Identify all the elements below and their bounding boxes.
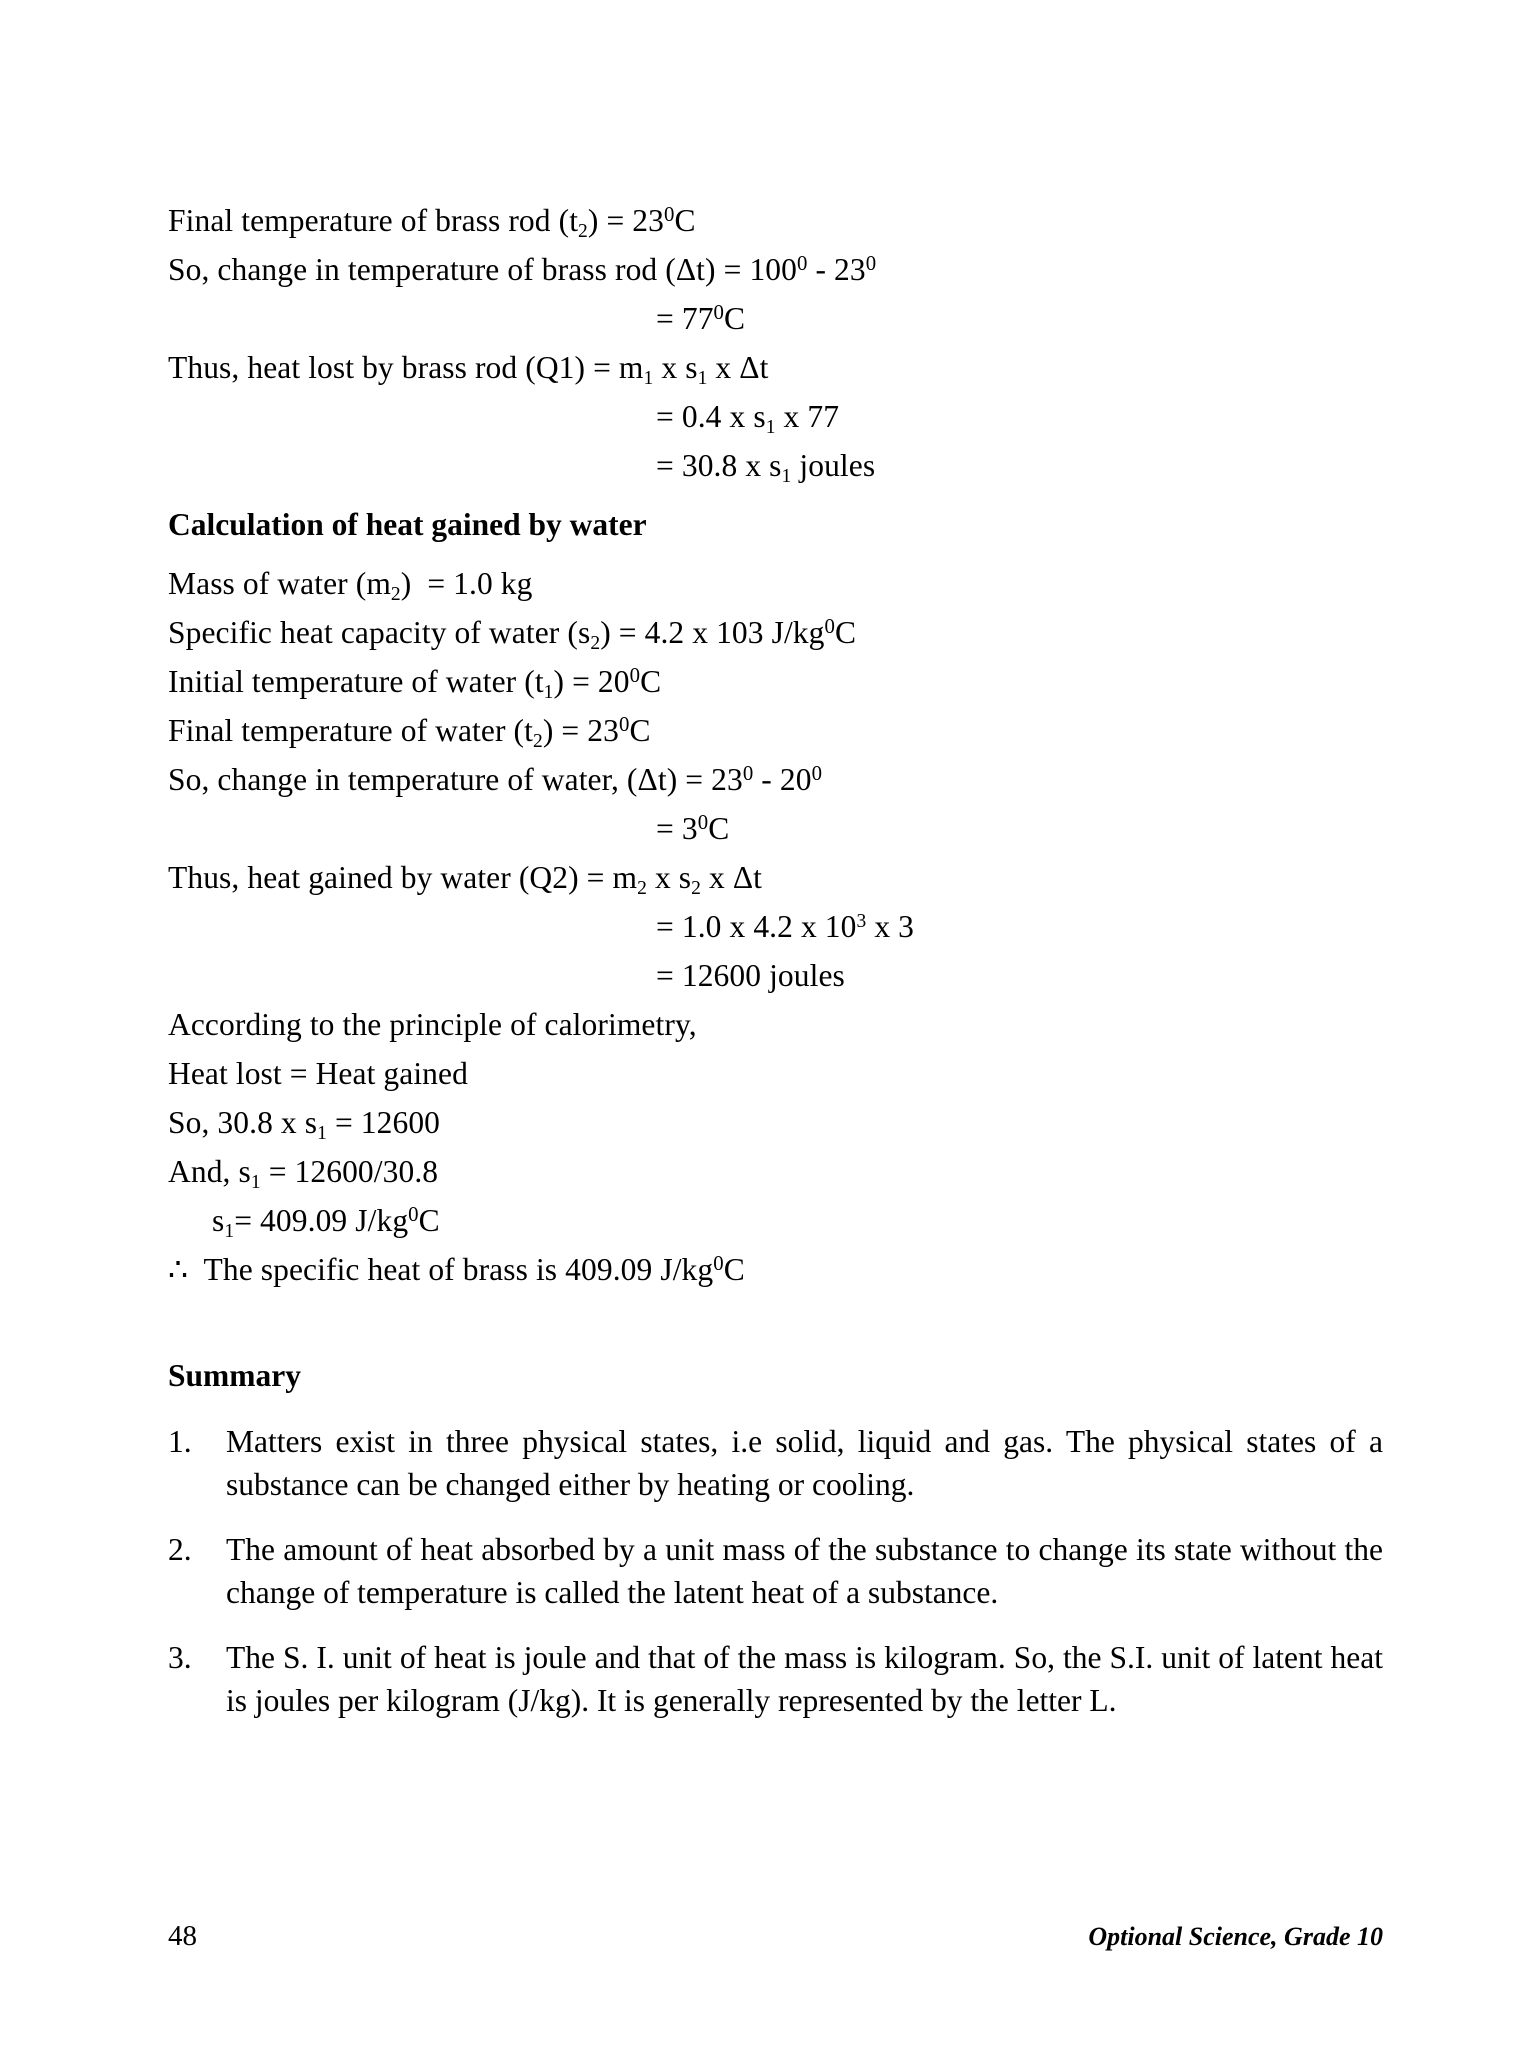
line-equation-solve-text2: = 12600	[326, 1105, 441, 1140]
line-delta-t-result-text2: C	[724, 301, 746, 336]
page-content	[168, 196, 1383, 1744]
degree-symbol: 0	[797, 252, 808, 276]
line-change-temp-water-text2: - 20	[753, 762, 812, 797]
line-heat-lost-equals-gained-text: Heat lost = Heat gained	[168, 1056, 468, 1091]
degree-symbol: 0	[629, 664, 641, 688]
line-principle-calorimetry	[168, 1000, 1383, 1049]
line-therefore-conclusion-text2: C	[723, 1252, 745, 1287]
line-heat-gained-substituted-text2: x 3	[866, 909, 915, 944]
degree-symbol: 0	[664, 203, 675, 227]
subscript-m2: 2	[637, 878, 647, 900]
line-initial-temp-water-text3: C	[640, 664, 662, 699]
line-final-temp-brass-text3: C	[674, 203, 696, 238]
subscript-m2: 2	[390, 584, 401, 606]
heading-calculation-heat-gained-water: Calculation of heat gained by water	[168, 507, 647, 542]
subscript-t1: 1	[543, 682, 554, 704]
line-initial-temp-water-text: Initial temperature of water (t	[168, 664, 544, 699]
summary-list	[168, 1420, 1383, 1722]
degree-symbol: 0	[865, 252, 877, 276]
line-mass-water-text2: ) = 1.0 kg	[400, 566, 533, 601]
degree-symbol: 0	[697, 811, 709, 835]
spacer	[168, 549, 1383, 559]
line-heat-gained-formula-text: Thus, heat gained by water (Q2) = m	[168, 860, 638, 895]
line-heat-lost-formula-text3: x Δt	[707, 350, 769, 385]
line-equation-divide-text: And, s	[168, 1154, 251, 1189]
line-specific-heat-water	[168, 608, 1383, 657]
line-final-temp-brass	[168, 196, 1383, 245]
subscript-s1: 1	[317, 1123, 327, 1145]
degree-symbol: 0	[811, 762, 823, 786]
line-change-temp-water-text: So, change in temperature of water, (Δt) = 23	[168, 762, 743, 797]
line-mass-water	[168, 559, 1383, 608]
list-item	[168, 1528, 1383, 1614]
list-item	[168, 1636, 1383, 1722]
line-s1-final-value-text3: C	[418, 1203, 440, 1238]
line-initial-temp-water	[168, 657, 1383, 706]
line-equation-solve-text: So, 30.8 x s	[168, 1105, 318, 1140]
footer-page-number: 48	[168, 1920, 197, 1952]
line-delta-t-result-text: = 77	[656, 301, 714, 336]
subscript-t2: 2	[533, 731, 543, 753]
summary-section	[168, 1354, 1383, 1722]
line-heat-lost-substituted-text2: x 77	[775, 399, 840, 434]
superscript-exponent-3: 3	[856, 910, 867, 932]
line-equation-solve	[168, 1098, 1383, 1147]
line-heat-gained-result	[168, 951, 1383, 1000]
footer-book-title: Optional Science, Grade 10	[1088, 1922, 1383, 1951]
list-item-text: The amount of heat absorbed by a unit mass of the substance to change its state without the change of temperature is called the latent heat of a substance.	[226, 1532, 1383, 1610]
line-heat-lost-substituted	[168, 392, 1383, 441]
list-item-number: 2.	[168, 1532, 192, 1567]
line-equation-divide-text2: = 12600/30.8	[260, 1154, 439, 1189]
line-principle-calorimetry-text: According to the principle of calorimetry,	[168, 1007, 697, 1042]
line-heat-lost-formula-text2: x s	[653, 350, 698, 385]
line-heat-lost-formula-text: Thus, heat lost by brass rod (Q1) = m	[168, 350, 644, 385]
line-heat-gained-substituted-text: = 1.0 x 4.2 x 10	[656, 909, 857, 944]
line-heat-lost-result	[168, 441, 1383, 490]
line-change-temp-water	[168, 755, 1383, 804]
line-heat-lost-substituted-text: = 0.4 x s	[656, 399, 766, 434]
line-final-temp-brass-text: Final temperature of brass rod (t	[168, 203, 579, 238]
spacer	[168, 490, 1383, 500]
subscript-s1: 1	[697, 368, 708, 390]
line-s1-final-value-text2: = 409.09 J/kg	[234, 1203, 409, 1238]
subscript-t2: 2	[578, 221, 588, 243]
spacer	[168, 1398, 1383, 1420]
line-therefore-conclusion	[168, 1245, 1383, 1294]
line-change-temp-brass-text: So, change in temperature of brass rod (Δt) = 100	[168, 252, 797, 287]
degree-symbol: 0	[408, 1203, 419, 1227]
line-specific-heat-water-text: Specific heat capacity of water (s	[168, 615, 591, 650]
list-item	[168, 1420, 1383, 1506]
line-delta-t-water-result	[168, 804, 1383, 853]
line-final-temp-brass-text2: ) = 23	[587, 203, 665, 238]
line-s1-final-value-text: s	[212, 1203, 225, 1238]
line-initial-temp-water-text2: ) = 20	[553, 664, 630, 699]
subscript-s2: 2	[590, 633, 601, 655]
therefore-symbol-text: ∴ The specific heat of brass is 409.09 J/kg	[168, 1252, 714, 1287]
line-delta-t-result	[168, 294, 1383, 343]
degree-symbol: 0	[824, 615, 836, 639]
line-heat-lost-result-text2: joules	[791, 448, 876, 483]
conclusion-block	[168, 1000, 1383, 1294]
subscript-s1: 1	[765, 417, 776, 439]
brass-rod-calculation-block	[168, 196, 1383, 490]
line-equation-divide	[168, 1147, 1383, 1196]
line-specific-heat-water-text3: C	[835, 615, 857, 650]
page-footer	[168, 1920, 1383, 1953]
line-mass-water-text: Mass of water (m	[168, 566, 391, 601]
list-item-number: 3.	[168, 1640, 192, 1675]
degree-symbol: 0	[713, 1252, 724, 1276]
subscript-s1: 1	[224, 1221, 235, 1243]
line-delta-t-water-result-text: = 3	[656, 811, 698, 846]
line-final-temp-water-text: Final temperature of water (t	[168, 713, 533, 748]
degree-symbol: 0	[742, 762, 754, 786]
subscript-s2: 2	[691, 878, 702, 900]
line-heat-gained-formula-text2: x s	[646, 860, 692, 895]
subscript-s1: 1	[781, 466, 792, 488]
line-specific-heat-water-text2: ) = 4.2 x 103 J/kg	[600, 615, 825, 650]
line-heat-lost-formula	[168, 343, 1383, 392]
line-s1-final-value	[168, 1196, 1383, 1245]
summary-heading: Summary	[168, 1358, 301, 1393]
line-heat-gained-substituted	[168, 902, 1383, 951]
line-change-temp-brass-text2: - 23	[807, 252, 866, 287]
line-final-temp-water	[168, 706, 1383, 755]
line-change-temp-brass	[168, 245, 1383, 294]
line-heat-lost-result-text: = 30.8 x s	[656, 448, 782, 483]
subscript-s1: 1	[250, 1172, 261, 1194]
spacer	[168, 1294, 1383, 1354]
line-heat-lost-equals-gained	[168, 1049, 1383, 1098]
water-calculation-block	[168, 559, 1383, 1000]
list-item-text: The S. I. unit of heat is joule and that of the mass is kilogram. So, the S.I. unit of latent heat is joules per kilogram (J/kg). It is generally represented by the letter L.	[226, 1640, 1383, 1718]
line-delta-t-water-result-text2: C	[708, 811, 730, 846]
degree-symbol: 0	[713, 301, 725, 325]
line-heat-gained-formula	[168, 853, 1383, 902]
line-final-temp-water-text2: ) = 23	[542, 713, 619, 748]
line-heat-gained-result-text: = 12600 joules	[656, 958, 845, 993]
degree-symbol: 0	[618, 713, 630, 737]
list-item-number: 1.	[168, 1424, 192, 1459]
line-final-temp-water-text3: C	[629, 713, 651, 748]
line-heat-gained-formula-text3: x Δt	[701, 860, 763, 895]
subscript-m1: 1	[643, 368, 654, 390]
list-item-text: Matters exist in three physical states, i.e solid, liquid and gas. The physical states of a substance can be changed either by heating or cooling.	[226, 1424, 1383, 1502]
